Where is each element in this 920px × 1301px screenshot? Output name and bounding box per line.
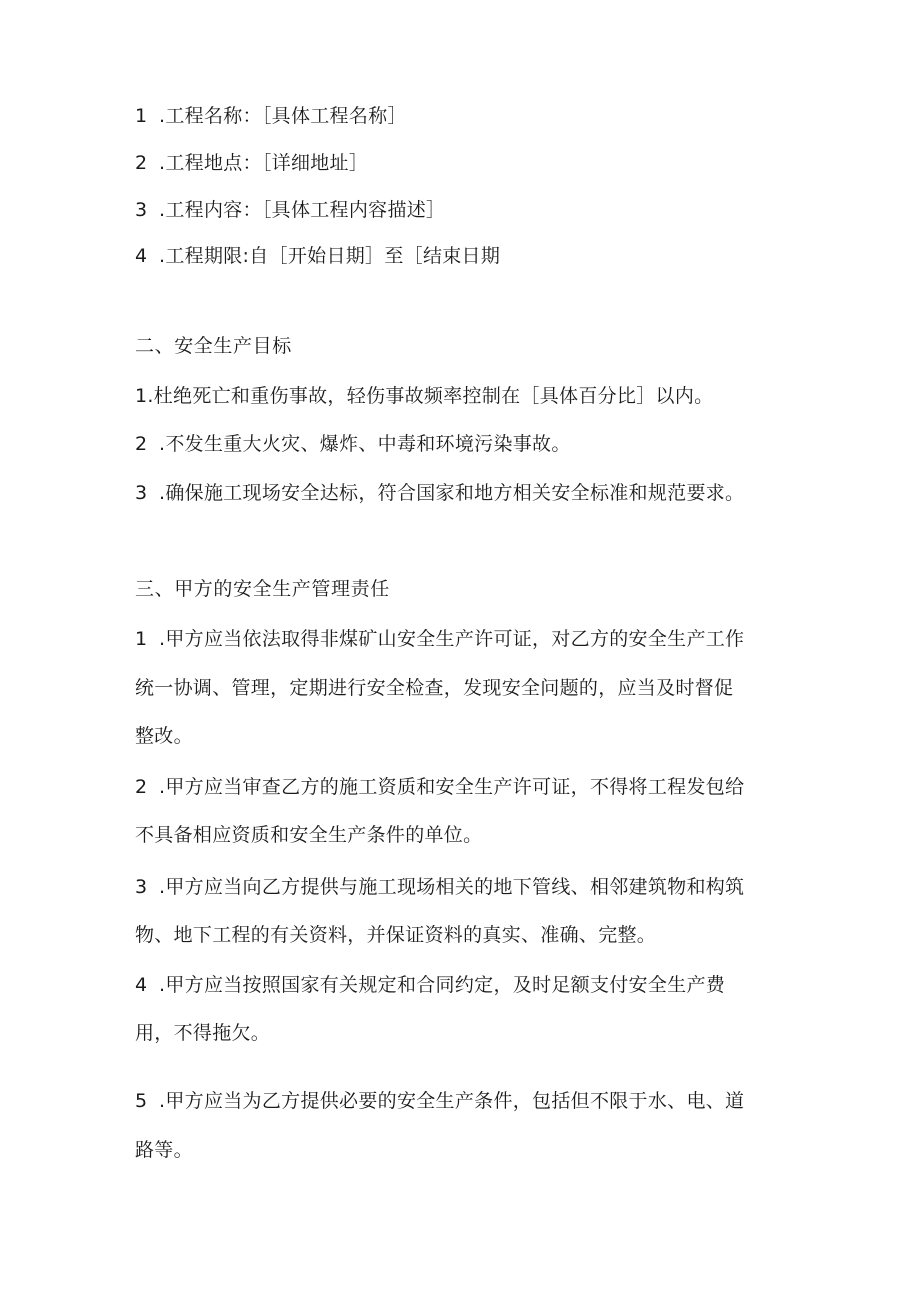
safety-goal-item-3 [135, 480, 744, 506]
project-info-item-2 [135, 150, 368, 176]
party-a-item-1-line-2: 统一协调、管理，定期进行安全检查，发现安全问题的，应当及时督促 [135, 677, 734, 699]
item-number: 1 [135, 105, 148, 127]
item-number: 3 [135, 199, 148, 221]
item-text: .确保施工现场安全达标，符合国家和地方相关安全标准和规范要求。 [159, 482, 745, 504]
item-number: 3 [135, 876, 148, 898]
item-text: .工程名称：［具体工程名称］ [159, 105, 407, 127]
party-a-item-3-line-1 [135, 874, 744, 900]
party-a-item-5-line-2: 路等。 [135, 1139, 193, 1161]
party-a-item-3-line-2: 物、地下工程的有关资料，并保证资料的真实、准确、完整。 [135, 924, 657, 946]
item-text: .甲方应当审查乙方的施工资质和安全生产许可证，不得将工程发包给 [159, 776, 745, 798]
project-info-item-4 [135, 243, 500, 269]
item-number: 5 [135, 1090, 148, 1112]
section-heading-party-a-responsibilities: 三、甲方的安全生产管理责任 [135, 578, 390, 600]
project-info-item-1 [135, 103, 407, 129]
party-a-item-4-line-2: 用，不得拖欠。 [135, 1022, 271, 1044]
item-text: .甲方应当依法取得非煤矿山安全生产许可证，对乙方的安全生产工作 [159, 628, 745, 650]
item-number: 2 [135, 776, 148, 798]
party-a-item-1-line-3: 整改。 [135, 725, 193, 747]
item-text: .不发生重大火灾、爆炸、中毒和环境污染事故。 [159, 433, 571, 455]
item-number: 1 [135, 628, 148, 650]
item-text: .甲方应当向乙方提供与施工现场相关的地下管线、相邻建筑物和构筑 [159, 876, 745, 898]
party-a-item-5-line-1 [135, 1088, 744, 1114]
item-number: 2 [135, 152, 148, 174]
party-a-item-4-line-1 [135, 972, 725, 998]
item-text: .工程地点：［详细地址］ [159, 152, 369, 174]
section-heading-safety-goals: 二、安全生产目标 [135, 335, 292, 357]
item-number: 4 [135, 245, 148, 267]
item-text: .甲方应当按照国家有关规定和合同约定，及时足额支付安全生产费 [159, 974, 726, 996]
item-text: .工程期限:自［开始日期］至［结束日期 [159, 245, 501, 267]
item-text: .工程内容：［具体工程内容描述］ [159, 199, 446, 221]
item-number: 4 [135, 974, 148, 996]
safety-goal-item-1: 1.杜绝死亡和重伤事故，轻伤事故频率控制在［具体百分比］以内。 [135, 385, 714, 407]
item-number: 2 [135, 433, 148, 455]
project-info-item-3 [135, 197, 445, 223]
safety-goal-item-2 [135, 431, 571, 457]
party-a-item-1-line-1 [135, 626, 744, 652]
party-a-item-2-line-1 [135, 774, 744, 800]
item-text: .甲方应当为乙方提供必要的安全生产条件，包括但不限于水、电、道 [159, 1090, 745, 1112]
item-number: 3 [135, 482, 148, 504]
party-a-item-2-line-2: 不具备相应资质和安全生产条件的单位。 [135, 824, 483, 846]
